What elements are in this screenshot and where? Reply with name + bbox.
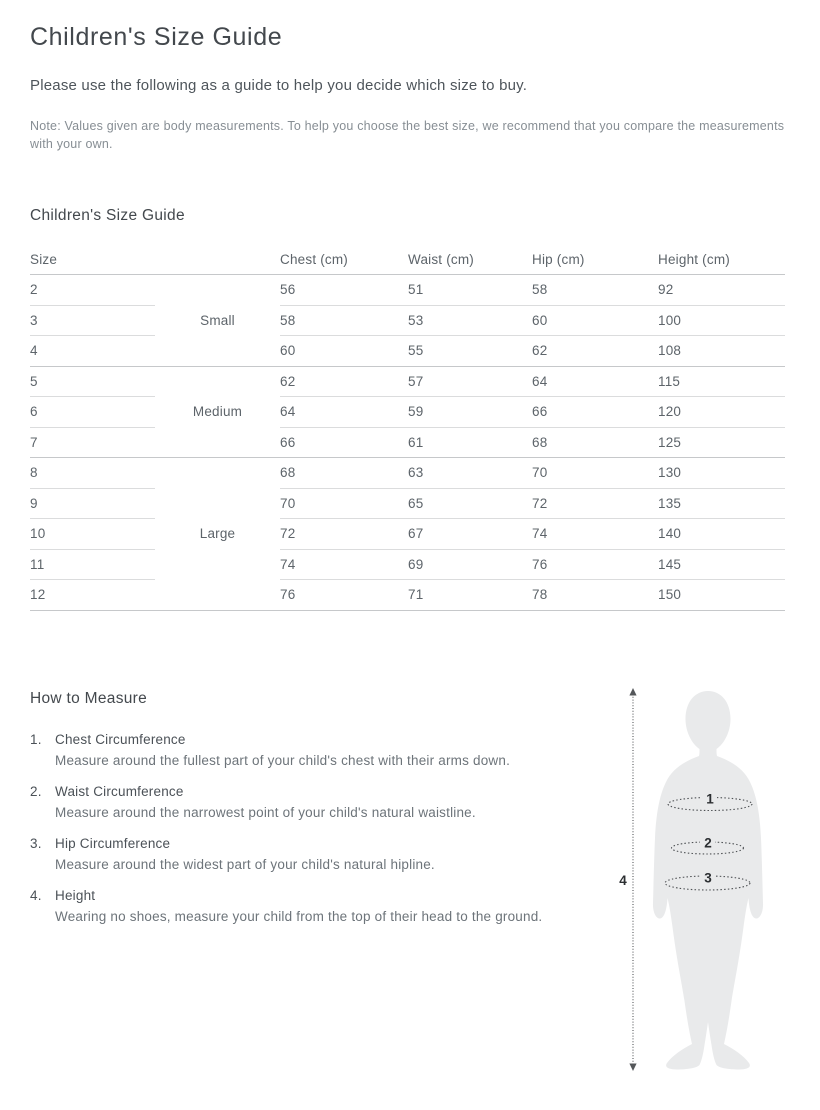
item-title: Height: [55, 887, 96, 903]
hip-cell: 66: [532, 397, 658, 428]
item-title: Hip Circumference: [55, 835, 171, 851]
figure-label-chest: 1: [706, 791, 714, 806]
chest-cell: 74: [280, 549, 408, 580]
size-cell: 2: [30, 275, 155, 306]
size-cell: 12: [30, 580, 155, 611]
chest-cell: 68: [280, 458, 408, 489]
height-cell: 120: [658, 397, 785, 428]
waist-cell: 57: [408, 366, 532, 397]
group-label-medium: Medium: [155, 366, 280, 458]
height-cell: 150: [658, 580, 785, 611]
chest-cell: 70: [280, 488, 408, 519]
hip-cell: 74: [532, 519, 658, 550]
table-header-row: [30, 252, 785, 275]
size-table-heading: Children's Size Guide: [30, 207, 185, 224]
chest-cell: 66: [280, 427, 408, 458]
height-cell: 130: [658, 458, 785, 489]
table-row: [30, 488, 785, 519]
waist-cell: 71: [408, 580, 532, 611]
arrow-up-icon: [629, 688, 636, 696]
table-row: [30, 275, 785, 306]
chest-cell: 72: [280, 519, 408, 550]
item-number: 4.: [30, 887, 42, 903]
hip-cell: 60: [532, 305, 658, 336]
table-row: [30, 366, 785, 397]
chest-cell: 64: [280, 397, 408, 428]
figure-label-waist: 2: [704, 835, 712, 850]
chest-cell: 76: [280, 580, 408, 611]
table-row: [30, 336, 785, 367]
size-cell: 8: [30, 458, 155, 489]
column-header-waist: Waist (cm): [408, 252, 532, 275]
item-number: 3.: [30, 835, 42, 851]
item-number: 1.: [30, 731, 42, 747]
column-header-group: [155, 252, 280, 275]
table-row: [30, 427, 785, 458]
size-cell: 6: [30, 397, 155, 428]
chest-cell: 58: [280, 305, 408, 336]
table-row: [30, 580, 785, 611]
measure-item-chest: [30, 731, 570, 769]
figure-label-hip: 3: [704, 870, 712, 885]
column-header-hip: Hip (cm): [532, 252, 658, 275]
size-cell: 10: [30, 519, 155, 550]
chest-cell: 56: [280, 275, 408, 306]
item-description: Measure around the fullest part of your child's chest with their arms down.: [55, 752, 511, 768]
item-number: 2.: [30, 783, 42, 799]
item-description: Measure around the widest part of your child's natural hipline.: [55, 856, 435, 872]
arrow-down-icon: [629, 1063, 636, 1071]
page-title: Children's Size Guide: [30, 23, 283, 51]
waist-cell: 59: [408, 397, 532, 428]
height-cell: 100: [658, 305, 785, 336]
column-header-size: Size: [30, 252, 155, 275]
size-cell: 9: [30, 488, 155, 519]
how-to-measure-heading: How to Measure: [30, 689, 148, 707]
height-cell: 115: [658, 366, 785, 397]
figure-label-height: 4: [619, 872, 627, 888]
hip-cell: 78: [532, 580, 658, 611]
waist-cell: 51: [408, 275, 532, 306]
item-description: Measure around the narrowest point of your child's natural waistline.: [55, 804, 476, 820]
waist-cell: 53: [408, 305, 532, 336]
group-label-large: Large: [155, 458, 280, 611]
size-cell: 3: [30, 305, 155, 336]
table-row: [30, 397, 785, 428]
hip-cell: 62: [532, 336, 658, 367]
size-cell: 5: [30, 366, 155, 397]
how-to-measure-section: [30, 689, 785, 925]
table-row: [30, 305, 785, 336]
item-description: Wearing no shoes, measure your child from the top of their head to the ground.: [55, 908, 543, 924]
height-cell: 145: [658, 549, 785, 580]
height-cell: 125: [658, 427, 785, 458]
measurement-figure: [590, 686, 800, 1078]
table-row: [30, 519, 785, 550]
hip-cell: 58: [532, 275, 658, 306]
size-cell: 4: [30, 336, 155, 367]
hip-cell: 70: [532, 458, 658, 489]
waist-cell: 61: [408, 427, 532, 458]
item-title: Waist Circumference: [55, 783, 184, 799]
hip-cell: 72: [532, 488, 658, 519]
height-cell: 92: [658, 275, 785, 306]
intro-text: Please use the following as a guide to help you decide which size to buy.: [30, 77, 528, 94]
waist-cell: 69: [408, 549, 532, 580]
group-label-small: Small: [155, 275, 280, 367]
height-cell: 135: [658, 488, 785, 519]
column-header-height: Height (cm): [658, 252, 785, 275]
size-cell: 11: [30, 549, 155, 580]
hip-cell: 64: [532, 366, 658, 397]
size-table: [30, 252, 785, 611]
measure-item-waist: [30, 783, 570, 821]
height-cell: 108: [658, 336, 785, 367]
chest-cell: 60: [280, 336, 408, 367]
hip-cell: 68: [532, 427, 658, 458]
table-row: [30, 549, 785, 580]
chest-cell: 62: [280, 366, 408, 397]
size-cell: 7: [30, 427, 155, 458]
hip-cell: 76: [532, 549, 658, 580]
waist-cell: 65: [408, 488, 532, 519]
height-cell: 140: [658, 519, 785, 550]
item-title: Chest Circumference: [55, 731, 186, 747]
waist-cell: 55: [408, 336, 532, 367]
waist-cell: 63: [408, 458, 532, 489]
height-arrow: [629, 688, 636, 1071]
measure-item-hip: [30, 835, 570, 873]
measure-item-height: [30, 887, 570, 925]
waist-cell: 67: [408, 519, 532, 550]
column-header-chest: Chest (cm): [280, 252, 408, 275]
table-row: [30, 458, 785, 489]
note-text: Note: Values given are body measurements. To help you choose the best size, we recommend that you compare the measurements with your own.: [30, 119, 785, 151]
